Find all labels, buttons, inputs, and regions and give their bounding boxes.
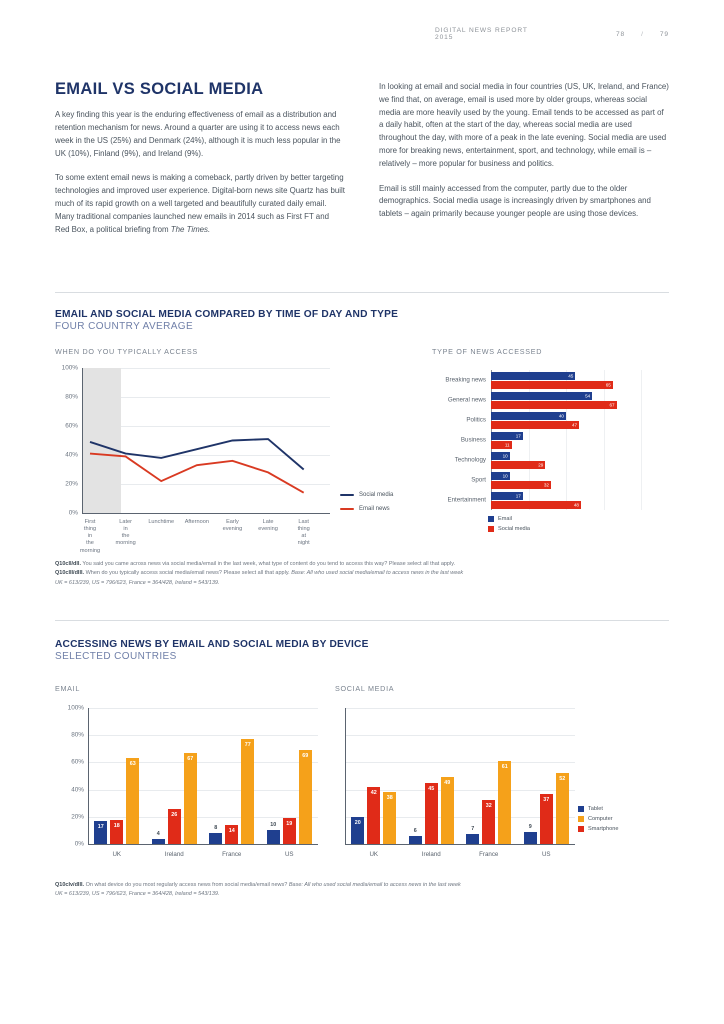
bar-value: 6 — [413, 827, 417, 834]
bar-france-tablet — [209, 825, 222, 844]
bar-value: 48 — [573, 502, 579, 507]
y-axis-tick: 0% — [68, 509, 78, 517]
bar-value: 67 — [187, 755, 194, 762]
x-axis-line — [82, 513, 330, 514]
category-label-general-news: General news — [447, 396, 486, 404]
footnote-line-3 — [55, 579, 669, 588]
x-axis-category-label-uk: UK — [369, 851, 379, 858]
chart4-label: SOCIAL MEDIA — [335, 684, 395, 693]
bar-uk-tablet — [351, 817, 364, 844]
legend-swatch — [340, 508, 354, 510]
bar-value: 17 — [515, 493, 521, 498]
x-axis-category-label: Late evening — [258, 519, 278, 533]
bar-us-tablet — [524, 823, 537, 844]
legend-label: Tablet — [588, 806, 603, 812]
bar-us-computer — [556, 773, 569, 844]
bar-value: 67 — [609, 402, 615, 407]
bar-value: 45 — [568, 373, 574, 378]
bar-value: 8 — [214, 825, 218, 832]
x-axis-line — [88, 844, 318, 845]
bar-value: 10 — [270, 822, 277, 829]
footnote-q-text-1: You said you came across news via social media/email in the last week, what type of content do you tend to access this way? Please select all that apply. — [80, 561, 456, 567]
bar-value: 42 — [370, 789, 377, 796]
bar-value: 26 — [171, 811, 178, 818]
section2-title: ACCESSING NEWS BY EMAIL AND SOCIAL MEDIA BY DEVICE — [55, 639, 369, 650]
legend-swatch — [488, 526, 494, 532]
legend-label: Email — [498, 516, 512, 522]
y-axis-tick: 20% — [65, 480, 78, 488]
line-chart-when-do-you-typically-access — [61, 364, 330, 554]
legend-label: Computer — [588, 816, 613, 822]
chart1-label: WHEN DO YOU TYPICALLY ACCESS — [55, 347, 198, 356]
bar-chart-type-of-news-accessed — [445, 370, 641, 510]
bar-politics-email — [491, 412, 566, 420]
bar-value: 61 — [501, 764, 508, 771]
bar-value: 14 — [228, 827, 235, 834]
x-axis-category-label: Afternoon — [184, 519, 209, 525]
x-axis-category-label: Early evening — [222, 519, 243, 533]
intro-left-column — [55, 80, 345, 236]
legend-item-email-news — [340, 506, 393, 512]
bar-uk-tablet — [94, 821, 107, 844]
bar-business-email — [491, 432, 523, 440]
legend-swatch — [578, 816, 584, 822]
bar-general-news-social-media — [491, 401, 617, 409]
bar-technology-email — [491, 452, 510, 460]
section2-subtitle: SELECTED COUNTRIES — [55, 651, 177, 662]
intro-paragraph-2-italic: The Times. — [170, 224, 211, 234]
publication-title: DIGITAL NEWS REPORT 2015 — [435, 27, 528, 41]
bar-us-computer — [299, 750, 312, 844]
footnote-q-code-2: Q10cIII/dIII. — [55, 570, 85, 577]
legend-label: Email news — [359, 506, 390, 512]
bar-value: 19 — [286, 821, 293, 828]
footnote-base-detail-1: UK = 613/239, US = 796/623, France = 364/428, Ireland = 543/139. — [55, 579, 220, 586]
bar-ireland-tablet — [152, 830, 165, 844]
intro-paragraph-2 — [55, 172, 345, 236]
section1-footnote — [55, 560, 669, 588]
footnote-q-text-3: On what device do you most regularly access news from social media/email news? — [84, 882, 289, 888]
section1-subtitle: FOUR COUNTRY AVERAGE — [55, 321, 194, 332]
bar-general-news-email — [491, 392, 592, 400]
bar-value: 17 — [515, 433, 521, 438]
category-label-sport: Sport — [471, 476, 486, 484]
legend-label: Social media — [359, 492, 394, 498]
bar-chart-social-media-by-device — [345, 708, 575, 858]
y-axis-tick: 40% — [71, 786, 84, 794]
page-number-separator: / — [641, 30, 644, 38]
legend-item-email — [488, 516, 530, 522]
device-chart-legend — [578, 806, 618, 836]
bar-uk-smartphone — [367, 787, 380, 844]
bar-value: 40 — [558, 413, 564, 418]
footnote-line-4 — [55, 881, 669, 890]
gridline — [345, 735, 575, 736]
x-axis-category-label: Lunchtime — [148, 519, 175, 525]
x-axis-category-label: First thing in the morning — [79, 519, 101, 554]
x-axis-category-label-france: France — [222, 851, 242, 858]
page-number-right: 79 — [659, 30, 669, 38]
footnote-line-5 — [55, 890, 669, 899]
bar-ireland-tablet — [409, 827, 422, 844]
y-axis-line — [345, 708, 346, 844]
y-axis-tick: 60% — [65, 422, 78, 430]
bar-breaking-news-social-media — [491, 381, 613, 389]
legend-label: Smartphone — [588, 826, 619, 832]
bar-ireland-smartphone — [168, 809, 181, 844]
bar-uk-computer — [126, 758, 139, 844]
legend-swatch — [340, 494, 354, 496]
bar-value: 4 — [156, 830, 160, 837]
bar-chart-email-by-device — [67, 704, 318, 858]
y-axis-tick: 40% — [65, 451, 78, 459]
x-axis-category-label: Later in the morning — [115, 519, 136, 547]
gridline — [88, 708, 318, 709]
bar-value: 32 — [543, 482, 549, 487]
bar-value: 45 — [428, 785, 435, 792]
bar-us-smartphone — [540, 794, 553, 844]
line-chart-legend — [340, 492, 393, 520]
footnote-q-code-1: Q10cII/dII. — [55, 561, 81, 567]
chart2-label: TYPE OF NEWS ACCESSED — [432, 347, 543, 356]
category-label-politics: Politics — [466, 416, 486, 424]
x-axis-category-label-uk: UK — [112, 851, 122, 858]
bar-value: 65 — [605, 382, 611, 387]
line-chart-series — [82, 368, 330, 513]
divider-2 — [55, 620, 669, 621]
bar-france-tablet — [466, 826, 479, 844]
gridline — [88, 735, 318, 736]
running-header — [55, 27, 669, 41]
bar-value: 37 — [543, 796, 550, 803]
intro-paragraph-4: Email is still mainly accessed from the computer, partly due to the older demographics. Social media usage is increasingly driven by smartphones and tablets – again primarily because younger people are using those devices. — [379, 183, 651, 219]
y-axis-tick: 60% — [71, 758, 84, 766]
intro-right-column — [379, 80, 669, 236]
footnote-base-detail-2: UK = 613/239, US = 796/623, France = 364/428, Ireland = 543/139. — [55, 891, 220, 898]
y-axis-tick: 100% — [61, 364, 78, 372]
bar-value: 18 — [113, 822, 120, 829]
x-axis-category-label-us: US — [284, 851, 294, 858]
x-axis-category-label-ireland: Ireland — [421, 851, 441, 858]
bar-politics-social-media — [491, 421, 579, 429]
bar-value: 63 — [129, 761, 136, 768]
category-label-entertainment: Entertainment — [447, 496, 486, 504]
bar-uk-computer — [383, 792, 396, 844]
chart3-label: EMAIL — [55, 684, 81, 693]
legend-swatch — [488, 516, 494, 522]
bar-business-social-media — [491, 441, 512, 449]
bar-uk-smartphone — [110, 820, 123, 844]
footnote-line-1 — [55, 560, 669, 569]
bar-us-smartphone — [283, 818, 296, 844]
gridline — [88, 762, 318, 763]
y-axis-tick: 80% — [65, 393, 78, 401]
gridline — [604, 370, 605, 510]
legend-swatch — [578, 806, 584, 812]
bar-ireland-computer — [441, 777, 454, 844]
y-axis-tick: 100% — [67, 704, 84, 712]
x-axis-category-label-france: France — [479, 851, 499, 858]
bar-value: 69 — [302, 753, 309, 760]
gridline — [345, 762, 575, 763]
bar-value: 7 — [471, 826, 475, 833]
bar-us-tablet — [267, 822, 280, 844]
bar-value: 54 — [585, 393, 591, 398]
y-axis-tick: 0% — [74, 840, 84, 848]
bar-france-computer — [241, 739, 254, 844]
footnote-q-code-3: Q10cIv/dIII. — [55, 882, 85, 888]
bar-value: 49 — [444, 780, 451, 787]
bar-france-smartphone — [225, 825, 238, 844]
x-axis-category-label: Last thing at night — [297, 519, 310, 547]
y-axis-line — [88, 708, 89, 844]
bar-value: 17 — [97, 823, 104, 830]
bar-value: 20 — [354, 819, 361, 826]
article-intro — [55, 80, 669, 236]
bar-entertainment-social-media — [491, 501, 581, 509]
section2-footnote — [55, 881, 669, 900]
bar-value: 10 — [502, 473, 508, 478]
series-line-email-news — [90, 454, 304, 493]
x-axis-category-label-us: US — [541, 851, 551, 858]
bar-chart-type-legend — [488, 516, 530, 536]
bar-value: 77 — [244, 742, 251, 749]
bar-value: 11 — [504, 442, 510, 447]
footnote-line-2 — [55, 569, 669, 578]
bar-entertainment-email — [491, 492, 523, 500]
legend-item-smartphone — [578, 826, 618, 832]
bar-france-smartphone — [482, 800, 495, 844]
bar-sport-email — [491, 472, 510, 480]
bar-france-computer — [498, 761, 511, 844]
footnote-base-1: Base: All who used social media/email to access news in the last week — [291, 570, 464, 577]
legend-item-social-media — [488, 526, 530, 532]
x-axis-line — [345, 844, 575, 845]
footnote-base-2: Base: All who used social media/email to access news in the last week — [288, 882, 461, 888]
page-title: EMAIL VS SOCIAL MEDIA — [55, 80, 264, 98]
section1-title: EMAIL AND SOCIAL MEDIA COMPARED BY TIME OF DAY AND TYPE — [55, 309, 399, 320]
gridline — [641, 370, 642, 510]
bar-value: 38 — [386, 795, 393, 802]
legend-item-computer — [578, 816, 618, 822]
bar-breaking-news-email — [491, 372, 575, 380]
page-number-left: 78 — [615, 30, 626, 38]
bar-value: 32 — [485, 803, 492, 810]
legend-item-tablet — [578, 806, 618, 812]
footnote-q-text-2: When do you typically access social media/email news? Please select all that apply. — [84, 570, 292, 577]
legend-label: Social media — [498, 526, 531, 532]
category-label-breaking-news: Breaking news — [445, 376, 486, 384]
bar-sport-social-media — [491, 481, 551, 489]
bar-ireland-computer — [184, 753, 197, 844]
bar-value: 9 — [528, 823, 532, 830]
divider-1 — [55, 292, 669, 293]
bar-technology-social-media — [491, 461, 545, 469]
gridline — [88, 790, 318, 791]
category-label-business: Business — [460, 436, 486, 444]
category-label-technology: Technology — [454, 456, 486, 464]
page-numbers — [616, 31, 669, 38]
x-axis-category-label-ireland: Ireland — [164, 851, 184, 858]
bar-value: 47 — [572, 422, 578, 427]
legend-item-social-media — [340, 492, 393, 498]
y-axis-tick: 80% — [71, 731, 84, 739]
intro-paragraph-3: In looking at email and social media in four countries (US, UK, Ireland, and France) we find that, on average, email is used more by older groups, whereas social media are more heavily used by the young. Email tends to be accessed as part of a daily habit, often at the start of the day, whereas social media are used throughout the day, with more of a peak in the late evening. Social media are used more for breaking news, entertainment, sport, and technology, while email is – relatively – more popular for business and politics. — [379, 82, 669, 168]
bar-ireland-smartphone — [425, 783, 438, 844]
bar-value: 10 — [502, 453, 508, 458]
intro-paragraph-2-text: To some extent email news is making a comeback, partly driven by better targeting technologies and improved user experience. Digital-born news site Quartz has built much of its rapid growth on a well targeted and beautifully curated daily email. Many traditional companies launched new emails in 2014 such as First FT and Red Box, a political briefing from — [55, 173, 345, 234]
bar-value: 52 — [559, 776, 566, 783]
intro-paragraph-1: A key finding this year is the enduring effectiveness of email as a distribution and retention mechanism for news. Around a quarter are using it to access news each week in the US (25%) and Denmark (24%), although it is much less popular in the UK (10%), Finland (9%), and Ireland (9%). — [55, 110, 341, 158]
gridline — [345, 708, 575, 709]
y-axis-tick: 20% — [71, 813, 84, 821]
legend-swatch — [578, 826, 584, 832]
bar-value: 29 — [538, 462, 544, 467]
